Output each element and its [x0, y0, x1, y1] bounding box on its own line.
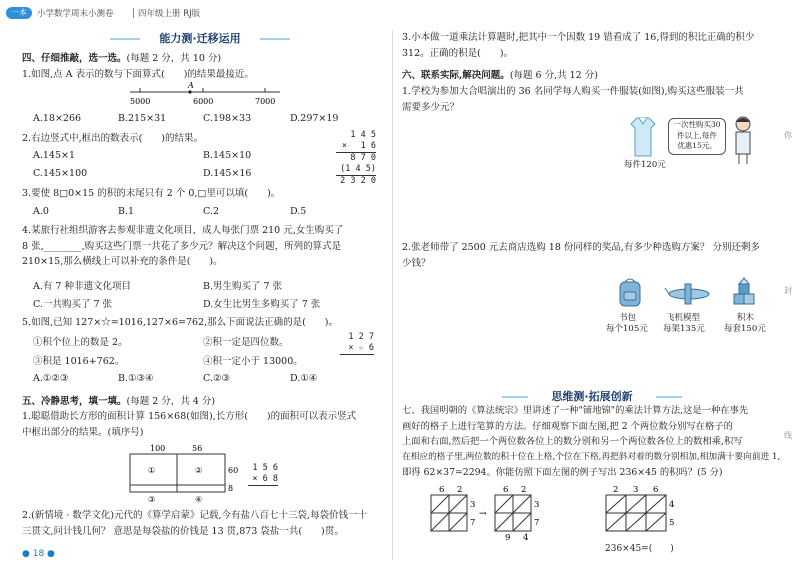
point-a: [188, 90, 191, 93]
arrow-icon: →: [479, 509, 487, 519]
header-title: 小学数学周末小测卷: [37, 9, 114, 19]
dress-price: 每件120元: [624, 160, 666, 170]
q5-2-text: [22, 508, 382, 539]
r6-q2-text: [402, 240, 772, 271]
axis-label-5000: 5000: [130, 97, 151, 106]
q4-5-item-4: ④积一定小于 13000。: [203, 356, 303, 367]
q4-2-option-a[interactable]: A.145×1: [33, 150, 76, 161]
grid1-bottom-9: 9: [505, 533, 511, 542]
q4-5-item-2: ②积一定是四位数。: [203, 337, 289, 348]
section-title-thinking: 思维测·拓展创新: [528, 388, 656, 404]
item-price-blocks: 每套150元: [724, 324, 766, 334]
q5-1-text: [22, 409, 382, 440]
q4-2-text: 2.右边竖式中,框出的数表示( )的结果。: [22, 133, 203, 144]
q4-5-option-a[interactable]: A.①②③: [33, 373, 69, 384]
r6-q1-line: 1.学校为参加大合唱演出的 36 名同学每人购买一件服装(如图),购买这些服装一共: [402, 86, 744, 97]
r-q3-line: 3.小本做一道乘法计算题时,把其中一个因数 19 错看成了 16,得到的积比正确的积少: [402, 32, 755, 43]
calc-127xstar6: [340, 332, 374, 355]
q5-1-line: 中框出部分的结果。(填序号): [22, 426, 144, 438]
grid2-top-6: 6: [653, 485, 659, 495]
side-mark: 线: [784, 431, 792, 440]
r6-q2-line: 2.张老师带了 2500 元去商店选购 18 份同样的奖品,有多少种选购方案？ 分别还剩多: [402, 242, 760, 253]
part7-line: 在相应的格子里,两位数的积十位在上格,个位在下格,再把斜对着的数分别相加,相加满十要向前进 1,: [402, 451, 781, 462]
item-name-airplane: 飞机模型: [666, 313, 701, 323]
grid1-bottom-4: 4: [523, 533, 529, 542]
part4-title: 四、仔细推敲，选一选。(每题 2 分，共 10 分): [22, 53, 222, 64]
calc-145x16: [336, 130, 376, 187]
item-name-backpack: 书包: [619, 313, 637, 323]
region-label-2: ②: [195, 466, 203, 475]
grid2-top-3: 3: [633, 485, 639, 495]
grid2-top-2: 2: [613, 485, 619, 495]
q4-5-option-b[interactable]: B.①③④: [118, 373, 154, 384]
q4-4-option-c[interactable]: C.一共购买了 7 张: [33, 299, 113, 310]
q5-2-line: 2.(新情境 · 数学文化)元代的《算学启蒙》记载,今有盐八百七十三袋,每袋价钱一十: [22, 510, 368, 521]
lattice-example-grid: [425, 484, 585, 542]
region-label-1: ①: [148, 466, 156, 475]
axis-label-7000: 7000: [255, 97, 276, 106]
item-price-backpack: 每个105元: [606, 324, 648, 334]
calc-row: × 1 6: [336, 141, 376, 153]
calc-row: 1 4 5: [350, 130, 376, 140]
grid2-right-4: 4: [669, 500, 675, 510]
calc-row: × 6 8: [248, 474, 278, 486]
point-a-label: A: [188, 82, 194, 90]
q4-4-option-a[interactable]: A.有 7 种非遗文化项目: [33, 281, 131, 292]
section-title-ability: 能力测·迁移运用: [140, 30, 260, 46]
q5-2-line: 三贯文,问计钱几何？ 意思是每袋盐的价钱是 13 贯,873 袋盐一共( )贯。: [22, 525, 344, 537]
number-line: [125, 82, 285, 108]
q4-5-option-d[interactable]: D.①④: [290, 373, 318, 384]
grid2a-top-2: 2: [521, 485, 527, 495]
side-label-8: 8: [228, 484, 234, 493]
bubble-line: 优惠15元。: [677, 141, 717, 150]
q4-4-option-b[interactable]: B.男生购买了 7 张: [203, 281, 283, 292]
q4-1-option-d[interactable]: D.297×19: [290, 113, 339, 124]
airplane-model-icon: [663, 280, 715, 306]
grid1b-right-7: 7: [534, 518, 540, 528]
q4-1-option-b[interactable]: B.215×31: [118, 113, 167, 124]
calc-row: 2 3 2 0: [340, 176, 376, 186]
calc-row-boxed: (1 4 5): [336, 164, 376, 176]
building-blocks-icon: [730, 276, 760, 308]
item-price-airplane: 每架135元: [663, 324, 705, 334]
area-rectangle-diagram: [120, 443, 245, 505]
q4-2-option-c[interactable]: C.145×100: [33, 168, 88, 179]
calc-row: × ☆ 6: [340, 343, 374, 355]
q4-4-text: [22, 223, 382, 270]
axis-label-6000: 6000: [193, 97, 214, 106]
grid2-right-5: 5: [669, 518, 675, 528]
q5-1-line: 1.聪聪借助长方形的面积计算 156×68(如图),长方形( )的面积可以表示竖式: [22, 411, 357, 422]
q4-5-item-3: ③积是 1016+762。: [33, 356, 125, 367]
discount-bubble: [668, 118, 726, 155]
grid1-top-6: 6: [439, 485, 445, 495]
region-label-4: ④: [195, 495, 203, 504]
calc-row: 1 2 7: [348, 332, 374, 342]
q4-4-option-d[interactable]: D.女生比男生多购买了 7 张: [203, 299, 321, 310]
q4-4-line: 4.某旅行社组织游客去参观非遗文化项目，成人每张门票 210 元,女生购买了: [22, 225, 344, 236]
part5-title: 五、冷静思考，填一填。(每题 2 分，共 4 分): [22, 396, 216, 407]
top-label-100: 100: [150, 444, 166, 453]
q4-1-text: 1.如图,点 A 表示的数与下面算式( )的结果最接近。: [22, 69, 254, 80]
item-name-blocks: 积木: [737, 313, 755, 323]
region-label-3: ③: [148, 495, 156, 504]
q4-5-item-1: ①积个位上的数是 2。: [33, 337, 128, 348]
q4-3-option-a[interactable]: A.0: [33, 206, 49, 217]
side-mark: 你: [784, 131, 792, 140]
q4-3-option-c[interactable]: C.2: [203, 206, 219, 217]
q4-3-option-b[interactable]: B.1: [118, 206, 135, 217]
q4-2-option-d[interactable]: D.145×16: [203, 168, 252, 179]
backpack-icon: [615, 276, 645, 308]
q4-4-line: 8 张,________,购买这些门票一共花了多少元？解决这个问题，所列的算式是: [22, 240, 342, 252]
lattice-answer-grid: [602, 484, 692, 542]
q4-5-text: 5.如图,已知 127×☆=1016,127×6=762,那么下面说法正确的是( )。: [22, 317, 339, 328]
column-divider: [392, 30, 393, 560]
calc-row: 1 5 6: [252, 463, 278, 473]
top-label-56: 56: [192, 444, 203, 453]
grid1-right-3: 3: [470, 500, 476, 510]
r-q3-line: 312。正确的积是( )。: [402, 47, 514, 59]
header-divider: [133, 8, 134, 18]
side-mark: 封: [784, 286, 792, 295]
part7-line: 即得 62×37=2294。你能仿照下面左图的例子写出 236×45 的积吗？(5 分): [402, 467, 723, 478]
q4-1-option-a[interactable]: A.18×266: [33, 113, 82, 124]
q4-2-option-b[interactable]: B.145×10: [203, 150, 252, 161]
r-q3-text: [402, 30, 762, 61]
part7-line: 七、我国明朝的《算法统宗》里讲述了一种"铺地锦"的乘法计算方法,这是一种在事先: [402, 405, 749, 416]
answer-blank[interactable]: 236×45=( ): [605, 544, 674, 554]
part6-title: 六、联系实际,解决问题。(每题 6 分,共 12 分): [402, 70, 598, 81]
q4-3-option-d[interactable]: D.5: [290, 206, 307, 217]
q4-5-option-c[interactable]: C.②③: [203, 373, 230, 384]
header-grade: 四年级上册 RJ版: [138, 9, 201, 19]
teacher-illustration: [728, 114, 758, 166]
page-number: ● 18 ●: [22, 549, 55, 559]
r6-q1-text: [402, 84, 762, 115]
r6-q1-line: 需要多少元？: [402, 101, 460, 113]
side-label-60: 60: [228, 466, 239, 475]
grid1b-right-3: 3: [534, 500, 540, 510]
bubble-line: 一次性购买30: [673, 120, 721, 129]
part7-line: 上面和右面,然后把一个两位数各位上的数分别和另一个两位数各位上的数相乘,积写: [402, 436, 743, 447]
grid1-right-7: 7: [470, 518, 476, 528]
q4-3-text: 3.要使 8□0×15 的积的末尾只有 2 个 0,□里可以填( )。: [22, 188, 281, 199]
grid2a-top-6: 6: [503, 485, 509, 495]
calc-156x68: [248, 463, 278, 486]
dress-illustration: [625, 116, 661, 160]
header-badge: 一本: [6, 7, 32, 19]
bubble-line: 件以上,每件: [677, 130, 717, 140]
part7-line: 画好的格子上进行笔算的方法。仔细观察下面左图,把 2 个两位数分别写在格子的: [402, 420, 733, 432]
r6-q2-line: 少钱？: [402, 257, 431, 269]
calc-row: 8 7 0: [350, 153, 376, 163]
q4-4-line: 210×15,那么横线上可以补充的条件是( )。: [22, 256, 223, 267]
q4-1-option-c[interactable]: C.198×33: [203, 113, 252, 124]
part7-text: [402, 403, 781, 481]
grid1-top-2: 2: [457, 485, 463, 495]
